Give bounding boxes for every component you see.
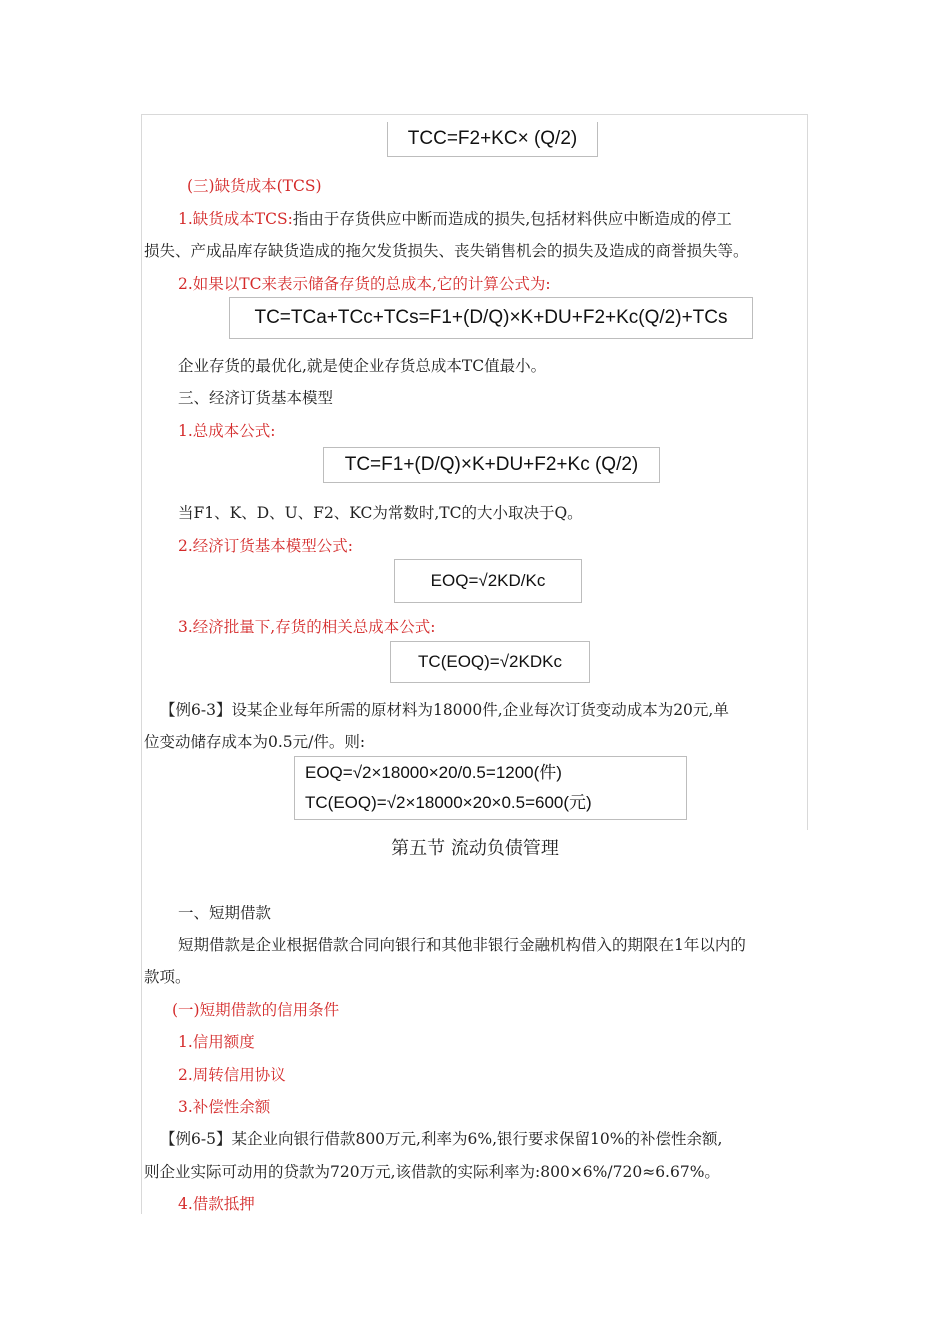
formula-tc: TC=F1+(D/Q)×K+DU+F2+Kc (Q/2)	[344, 454, 639, 475]
credit-terms-heading: (一)短期借款的信用条件	[172, 1001, 340, 1019]
short-term-loans-definition-line1: 短期借款是企业根据借款合同向银行和其他非银行金融机构借入的期限在1年以内的	[178, 936, 746, 954]
loan-collateral-item: 4.借款抵押	[178, 1195, 255, 1213]
shortage-cost-definition	[178, 209, 732, 229]
optimization-sentence: 企业存货的最优化,就是使企业存货总成本TC值最小。	[178, 357, 547, 375]
credit-line-item: 1.信用额度	[178, 1033, 255, 1051]
example-6-3-formula-image	[294, 756, 687, 820]
example-6-5-line1: 【例6-5】某企业向银行借款800万元,利率为6%,银行要求保留10%的补偿性余额,	[160, 1130, 723, 1148]
shortage-cost-label: 1.缺货成本TCS:	[178, 210, 293, 228]
formula-total-cost-image	[229, 297, 753, 339]
page-frame-left	[141, 114, 142, 1214]
example-6-3-tc-eoq: TC(EOQ)=√2×18000×20×0.5=600(元)	[305, 793, 592, 812]
eoq-model-heading: 三、经济订货基本模型	[178, 389, 334, 407]
short-term-loans-heading: 一、短期借款	[178, 904, 272, 922]
total-cost-formula-label: 1.总成本公式:	[178, 422, 276, 440]
formula-tcc-image	[387, 122, 598, 157]
shortage-cost-heading: (三)缺货成本(TCS)	[187, 177, 322, 195]
total-cost-intro: 2.如果以TC来表示储备存货的总成本,它的计算公式为:	[178, 275, 551, 293]
shortage-cost-definition-cont: 损失、产成品库存缺货造成的拖欠发货损失、丧失销售机会的损失及造成的商誉损失等。	[144, 242, 749, 260]
formula-tc-eoq: TC(EOQ)=√2KDKc	[418, 652, 562, 671]
example-6-3-eoq: EOQ=√2×18000×20/0.5=1200(件)	[305, 763, 562, 782]
formula-tc-image	[323, 447, 660, 483]
example-6-3-line1: 【例6-3】设某企业每年所需的原材料为18000件,企业每次订货变动成本为20元,单	[160, 701, 729, 719]
formula-eoq: EOQ=√2KD/Kc	[430, 571, 546, 590]
page-frame-right	[807, 114, 808, 830]
page-frame-top	[141, 114, 808, 115]
section-5-title: 第五节 流动负债管理	[391, 838, 559, 859]
formula-tcc: TCC=F2+KC× (Q/2)	[407, 128, 578, 149]
example-6-5-line2: 则企业实际可动用的贷款为720万元,该借款的实际利率为:800×6%/720≈6.67%。	[144, 1163, 720, 1181]
formula-total-cost: TC=TCa+TCc+TCs=F1+(D/Q)×K+DU+F2+Kc(Q/2)+TCs	[254, 307, 728, 328]
shortage-cost-text: 指由于存货供应中断而造成的损失,包括材料供应中断造成的停工	[292, 210, 732, 228]
tc-eoq-formula-label: 3.经济批量下,存货的相关总成本公式:	[178, 618, 436, 636]
formula-eoq-image	[394, 559, 582, 603]
short-term-loans-definition-line2: 款项。	[144, 968, 191, 986]
eoq-formula-label: 2.经济订货基本模型公式:	[178, 537, 354, 555]
example-6-3-line2: 位变动储存成本为0.5元/件。则:	[144, 733, 366, 751]
formula-tc-eoq-image	[390, 641, 590, 683]
compensating-balance-item: 3.补偿性余额	[178, 1098, 271, 1116]
revolving-credit-item: 2.周转信用协议	[178, 1066, 286, 1084]
constants-sentence: 当F1、K、D、U、F2、KC为常数时,TC的大小取决于Q。	[178, 504, 583, 522]
